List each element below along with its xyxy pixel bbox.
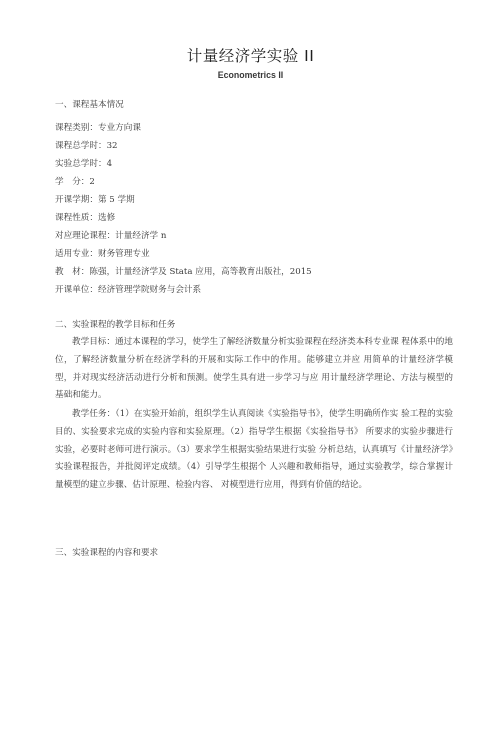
info-semester: 开课学期：第 5 学期 [55, 195, 135, 205]
info-course-category: 课程类别：专业方向课 [55, 123, 141, 133]
info-textbook: 教 材：陈强，计量经济学及 Stata 应用，高等教育出版社，2015 [55, 267, 312, 277]
section-heading-basic-info: 一、课程基本情况 [55, 100, 124, 110]
info-major: 适用专业：财务管理专业 [55, 249, 150, 259]
info-total-hours: 课程总学时：32 [55, 141, 118, 151]
info-course-nature: 课程性质：选修 [55, 213, 116, 223]
section-heading-goals: 二、实验课程的教学目标和任务 [55, 320, 176, 330]
info-credits: 学 分：2 [55, 177, 95, 187]
paragraph-teaching-task: 教学任务：（1）在实验开始前，组织学生认真阅读《实验指导书》，使学生明确所作实 验工程的实验目的、实验要求完成的实验内容和实验原理。（2）指导学生根据《实验指导书》 所要求的实验步骤进行实验，必要时老师可进行演示。（3）要求学生根据实验结果进行实验 分析总结，认真填写《计量经济学》实验课程报告，并批阅评定成绩。（4）引导学生根据个 人兴趣和教师指导，通过实验教学，综合掌握计量模型的建立步骤、估计原理、检验内容、 对模型进行应用，得到有价值的结论。 [55, 409, 453, 491]
info-department: 开课单位：经济管理学院财务与会计系 [55, 285, 202, 295]
document-subtitle: Econometrics II [217, 70, 284, 80]
document-title: 计量经济学实验 II [186, 47, 315, 65]
info-lab-hours: 实验总学时：4 [55, 159, 113, 169]
info-theory-course: 对应理论课程：计量经济学 n [55, 231, 167, 241]
paragraph-teaching-goal: 教学目标：通过本课程的学习，使学生了解经济数量分析实验课程在经济类本科专业课 程体系中的地位，了解经济数量分析在经济学科的开展和实际工作中的作用。能够建立并应 用简单的计量经济学模型，并对现实经济活动进行分析和预测。使学生具有进一步学习与应 用计量经济学理论、方法与模型的基础和能力。 [55, 337, 453, 401]
section-heading-content: 三、实验课程的内容和要求 [55, 548, 159, 558]
